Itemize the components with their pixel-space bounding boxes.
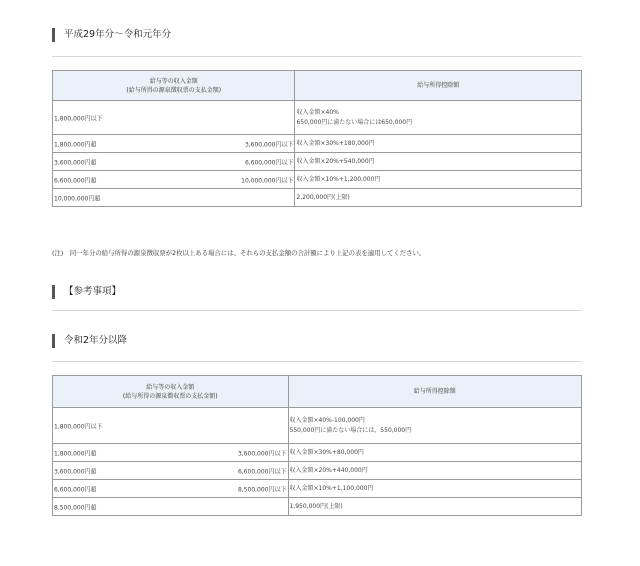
income-to: 10,000,000円以下 — [241, 177, 294, 184]
deduction-line: 収入金額×20%+440,000円 — [289, 466, 368, 474]
table-row — [53, 480, 582, 498]
table-row — [53, 444, 582, 462]
deduction-table-2017-2019 — [52, 70, 582, 207]
income-from: 1,800,000円超 — [54, 450, 97, 457]
table-row — [53, 189, 582, 207]
section1-heading-underline — [52, 56, 582, 57]
table-row — [53, 408, 582, 444]
deduction-line: 収入金額×30%+180,000円 — [296, 139, 375, 147]
table-row — [53, 462, 582, 480]
reference-heading-underline — [52, 310, 582, 311]
deduction-line: 収入金額×20%+540,000円 — [296, 157, 375, 165]
income-range-cell — [53, 408, 289, 444]
income-to: 3,600,000円以下 — [237, 450, 287, 457]
income-to: 6,600,000円以下 — [237, 468, 287, 475]
section1-title: 平成29年分～令和元年分 — [64, 29, 172, 40]
income-range-cell — [53, 444, 289, 462]
section2-heading — [52, 334, 127, 348]
deduction-line: 収入金額×10%+1,200,000円 — [296, 175, 381, 183]
deduction-line: 収入金額×30%+80,000円 — [289, 448, 364, 456]
income-from: 6,600,000円超 — [54, 177, 97, 184]
income-range-cell — [53, 498, 289, 516]
deduction-header: 給与所得控除額 — [288, 376, 582, 408]
deduction-cell — [288, 408, 582, 444]
income-from: 1,800,000円超 — [54, 141, 97, 148]
deduction-line: 550,000円に満たない場合には、550,000円 — [289, 426, 412, 434]
deduction-cell — [288, 462, 582, 480]
income-from: 3,600,000円超 — [54, 468, 97, 475]
deduction-line: 収入金額×40% — [296, 108, 339, 116]
income-to: 3,600,000円以下 — [244, 141, 294, 148]
income-to: 8,500,000円以下 — [237, 486, 287, 493]
deduction-line: 1,950,000円(上限) — [289, 502, 343, 510]
income-range-cell — [53, 101, 295, 135]
deduction-line: 650,000円に満たない場合には650,000円 — [296, 118, 413, 126]
income-from: 1,800,000円以下 — [54, 423, 103, 430]
table-row — [53, 135, 582, 153]
deduction-line: 収入金額×40%-100,000円 — [289, 416, 365, 424]
income-range-cell — [53, 462, 289, 480]
deduction-cell — [295, 101, 582, 135]
table-row — [53, 498, 582, 516]
deduction-header: 給与所得控除額 — [295, 71, 582, 101]
income-header-line2: (給与所得の源泉徴収票の支払金額) — [126, 86, 222, 94]
reference-title: 【参考事項】 — [64, 286, 122, 297]
deduction-cell — [295, 135, 582, 153]
income-from: 1,800,000円以下 — [54, 115, 103, 122]
income-range-cell — [53, 135, 295, 153]
deduction-cell — [288, 498, 582, 516]
income-from: 6,600,000円超 — [54, 486, 97, 493]
income-header — [53, 71, 295, 101]
income-header — [53, 376, 289, 408]
section1-heading — [52, 28, 171, 42]
income-range-cell — [53, 480, 289, 498]
deduction-line: 2,200,000円(上限) — [296, 193, 350, 201]
reference-heading — [52, 285, 121, 299]
section2-title: 令和2年分以降 — [64, 335, 128, 346]
income-from: 3,600,000円超 — [54, 159, 97, 166]
table-row — [53, 101, 582, 135]
section2-heading-underline — [52, 361, 582, 362]
income-range-cell — [53, 189, 295, 207]
income-header-line1: 給与等の収入金額 — [146, 383, 195, 391]
deduction-cell — [288, 444, 582, 462]
table-note: (注) 同一年分の給与所得の源泉徴収票が2枚以上ある場合には、それらの支払金額の合計額により上記の表を適用してください。 — [52, 249, 426, 257]
income-to: 6,600,000円以下 — [244, 159, 294, 166]
income-range-cell — [53, 153, 295, 171]
income-from: 8,500,000円超 — [54, 504, 97, 511]
deduction-cell — [288, 480, 582, 498]
table-row — [53, 153, 582, 171]
income-header-line2: (給与所得の源泉徴収票の支払金額) — [122, 392, 218, 400]
income-from: 10,000,000円超 — [54, 195, 101, 202]
deduction-cell — [295, 189, 582, 207]
deduction-cell — [295, 153, 582, 171]
deduction-line: 収入金額×10%+1,100,000円 — [289, 484, 374, 492]
income-range-cell — [53, 171, 295, 189]
deduction-table-2020-onward — [52, 375, 582, 516]
table-row — [53, 171, 582, 189]
deduction-cell — [295, 171, 582, 189]
income-header-line1: 給与等の収入金額 — [149, 77, 198, 85]
